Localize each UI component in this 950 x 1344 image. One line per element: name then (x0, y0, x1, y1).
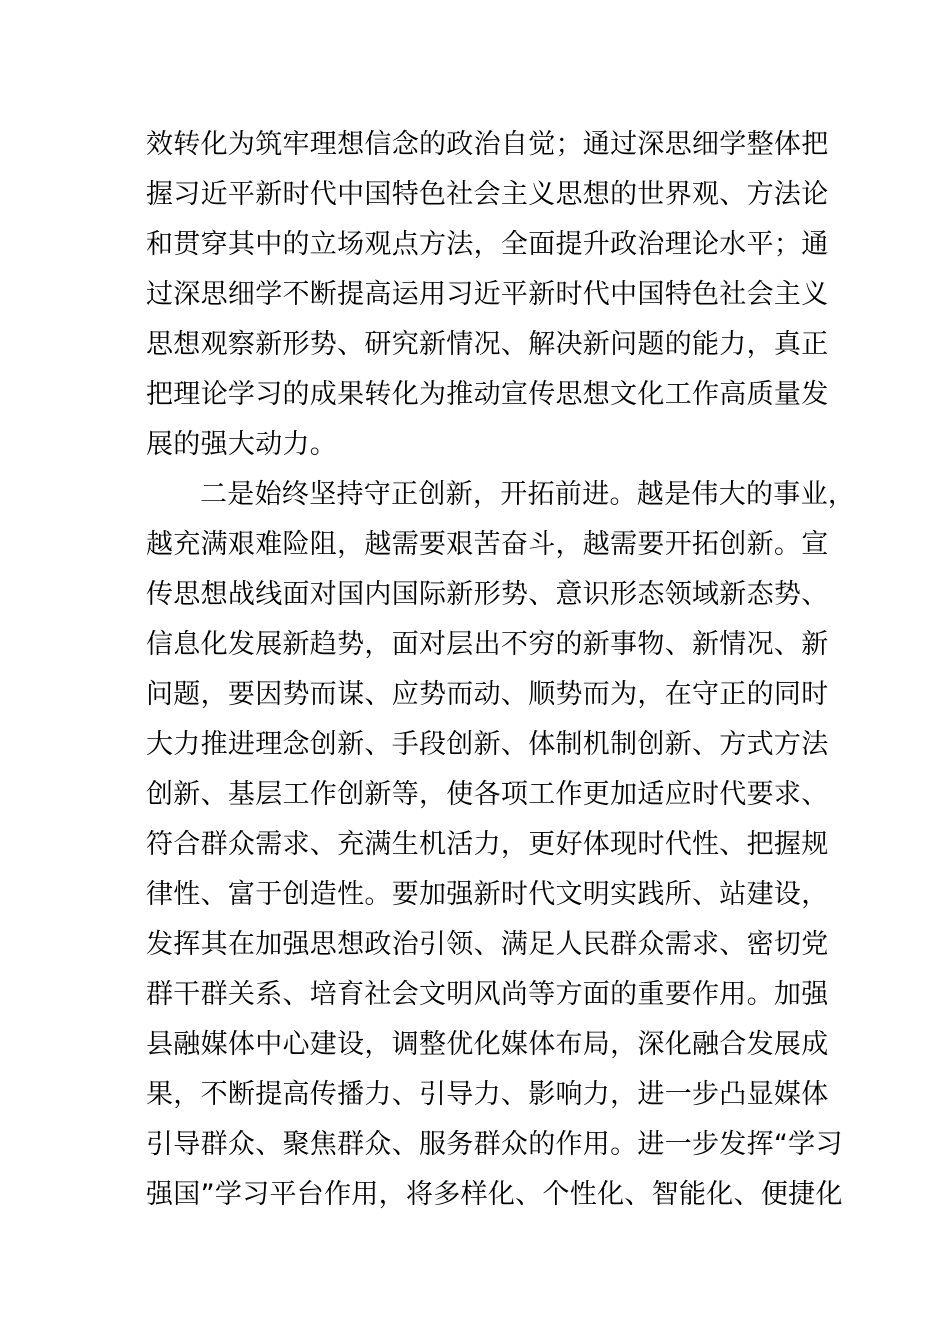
text-line: 律性、富于创造性。要加强新时代文明实践所、站建设， (146, 879, 829, 910)
text-line: 过深思细学不断提高运用习近平新时代中国特色社会主义 (146, 279, 829, 310)
text-line: 展的强大动力。 (146, 429, 338, 460)
text-line: 果，不断提高传播力、引导力、影响力，进一步凸显媒体 (146, 1079, 829, 1110)
text-line: 符合群众需求、充满生机活力，更好体现时代性、把握规 (146, 829, 829, 860)
text-line: 思想观察新形势、研究新情况、解决新问题的能力，真正 (146, 329, 829, 360)
text-line: 问题，要因势而谋、应势而动、顺势而为，在守正的同时 (146, 679, 829, 710)
text-line: 群干群关系、培育社会文明风尚等方面的重要作用。加强 (146, 979, 829, 1010)
text-line: 传思想战线面对国内国际新形势、意识形态领域新态势、 (146, 579, 829, 610)
text-line: 大力推进理念创新、手段创新、体制机制创新、方式方法 (146, 729, 829, 760)
text-line: 和贯穿其中的立场观点方法，全面提升政治理论水平；通 (146, 229, 829, 260)
text-line: 信息化发展新趋势，面对层出不穷的新事物、新情况、新 (146, 629, 829, 660)
text-line: 越充满艰难险阻，越需要艰苦奋斗，越需要开拓创新。宣 (146, 529, 829, 560)
text-line: 引导群众、聚焦群众、服务群众的作用。进一步发挥“学习 (146, 1129, 843, 1160)
text-line: 创新、基层工作创新等，使各项工作更加适应时代要求、 (146, 779, 829, 810)
text-line: 效转化为筑牢理想信念的政治自觉；通过深思细学整体把 (146, 129, 829, 160)
text-line: 发挥其在加强思想政治引领、满足人民群众需求、密切党 (146, 929, 829, 960)
text-line: 把理论学习的成果转化为推动宣传思想文化工作高质量发 (146, 379, 829, 410)
paragraph-continuation (146, 120, 836, 470)
paragraph-innovation (146, 470, 856, 1220)
text-line: 强国”学习平台作用，将多样化、个性化、智能化、便捷化 (146, 1179, 843, 1210)
text-line: 县融媒体中心建设，调整优化媒体布局，深化融合发展成 (146, 1029, 829, 1060)
paragraph-first-line: 二是始终坚持守正创新，开拓前进。越是伟大的事业， (200, 479, 856, 510)
text-line: 握习近平新时代中国特色社会主义思想的世界观、方法论 (146, 179, 829, 210)
